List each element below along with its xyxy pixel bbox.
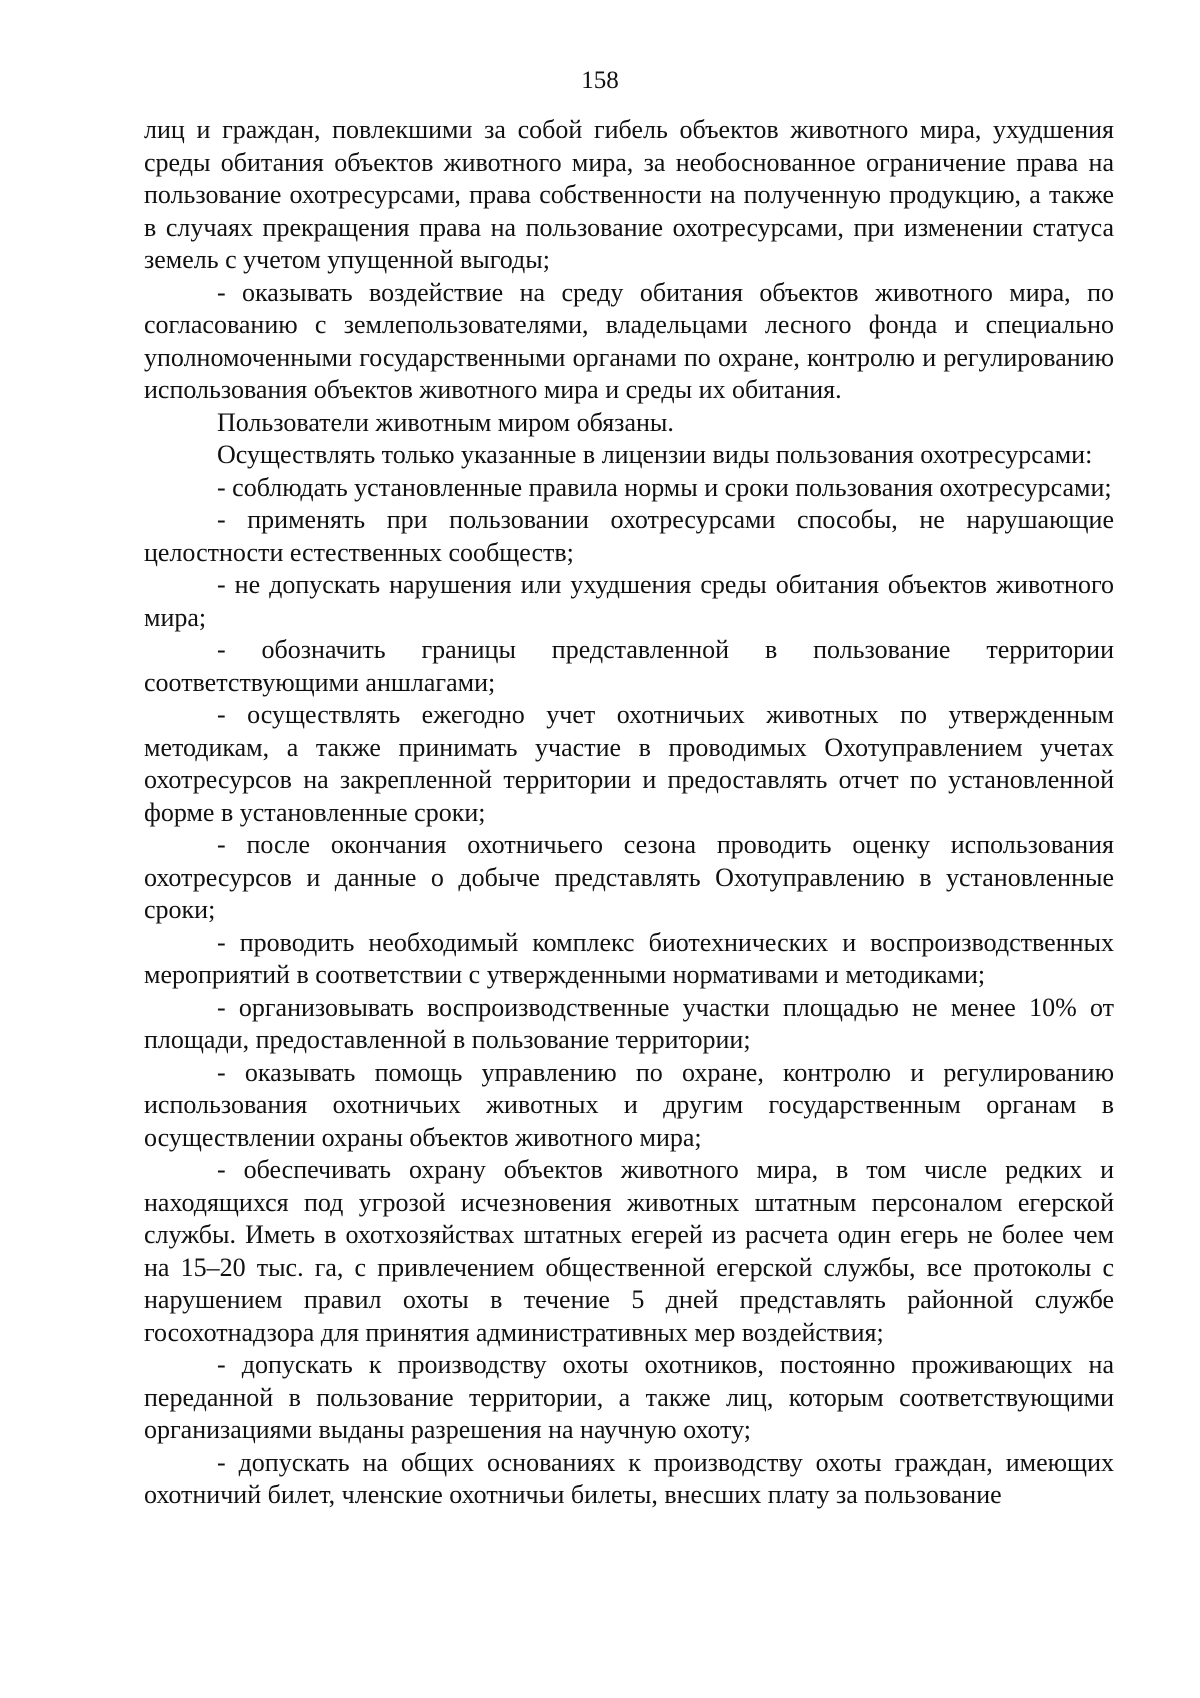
paragraph: Пользователи животным миром обязаны. bbox=[217, 407, 674, 437]
paragraph: - применять при пользовании охотресурсами способы, не нарушающие целостности естественных сообществ; bbox=[144, 505, 1114, 567]
paragraph: - не допускать нарушения или ухудшения среды обитания объектов животного мира; bbox=[144, 570, 1114, 632]
paragraph: - обозначить границы представленной в пользование территории соответствующими аншлагами; bbox=[144, 635, 1114, 697]
paragraph: - оказывать воздействие на среду обитания объектов животного мира, по согласованию с землепользователями, владельцами лесного фонда и специально уполномоченными государственными органами по охране, контролю и регулированию использования объектов животного мира и среды их обитания. bbox=[144, 277, 1114, 404]
paragraph: - допускать на общих основаниях к производству охоты граждан, имеющих охотничий билет, членские охотничьи билеты, внесших плату за пользование bbox=[144, 1447, 1114, 1509]
body-text bbox=[144, 114, 1114, 1512]
paragraph: - осуществлять ежегодно учет охотничьих животных по утвержденным методикам, а также принимать участие в проводимых Охотуправлением учетах охотресурсов на закрепленной территории и предоставлять отчет по установленной форме в установленные сроки; bbox=[144, 700, 1114, 827]
paragraph: - организовывать воспроизводственные участки площадью не менее 10% от площади, предоставленной в пользование территории; bbox=[144, 992, 1114, 1054]
paragraph: - допускать к производству охоты охотников, постоянно проживающих на переданной в пользование территории, а также лиц, которым соответствующими организациями выданы разрешения на научную охоту; bbox=[144, 1350, 1114, 1444]
page-number: 158 bbox=[581, 67, 619, 94]
paragraph: - после окончания охотничьего сезона проводить оценку использования охотресурсов и данные о добыче представлять Охотуправлению в установленные сроки; bbox=[144, 830, 1114, 924]
paragraph: Осуществлять только указанные в лицензии виды пользования охотресурсами: bbox=[217, 440, 1093, 469]
paragraph: лиц и граждан, повлекшими за собой гибель объектов животного мира, ухудшения среды обитания объектов животного мира, за необоснованное ограничение права на пользование охотресурсами, права собственности на полученную продукцию, а также в случаях прекращения права на пользование охотресурсами, при изменении статуса земель с учетом упущенной выгоды; bbox=[144, 115, 1114, 274]
paragraph: - соблюдать установленные правила нормы и сроки пользования охотресурсами; bbox=[217, 472, 1112, 502]
paragraph: - оказывать помощь управлению по охране, контролю и регулированию использования охотничьих животных и другим государственным органам в осуществлении охраны объектов животного мира; bbox=[144, 1057, 1114, 1152]
paragraph: - обеспечивать охрану объектов животного мира, в том числе редких и находящихся под угрозой исчезновения животных штатным персоналом егерской службы. Иметь в охотхозяйствах штатных егерей из расчета один егерь не более чем на 15–20 тыс. га, с привлечением общественной егерской службы, все протоколы с нарушением правил охоты в течение 5 дней представлять районной службе госохотнадзора для принятия административных мер воздействия; bbox=[144, 1155, 1114, 1347]
paragraph: - проводить необходимый комплекс биотехнических и воспроизводственных мероприятий в соответствии с утвержденными нормативами и методиками; bbox=[144, 927, 1114, 989]
